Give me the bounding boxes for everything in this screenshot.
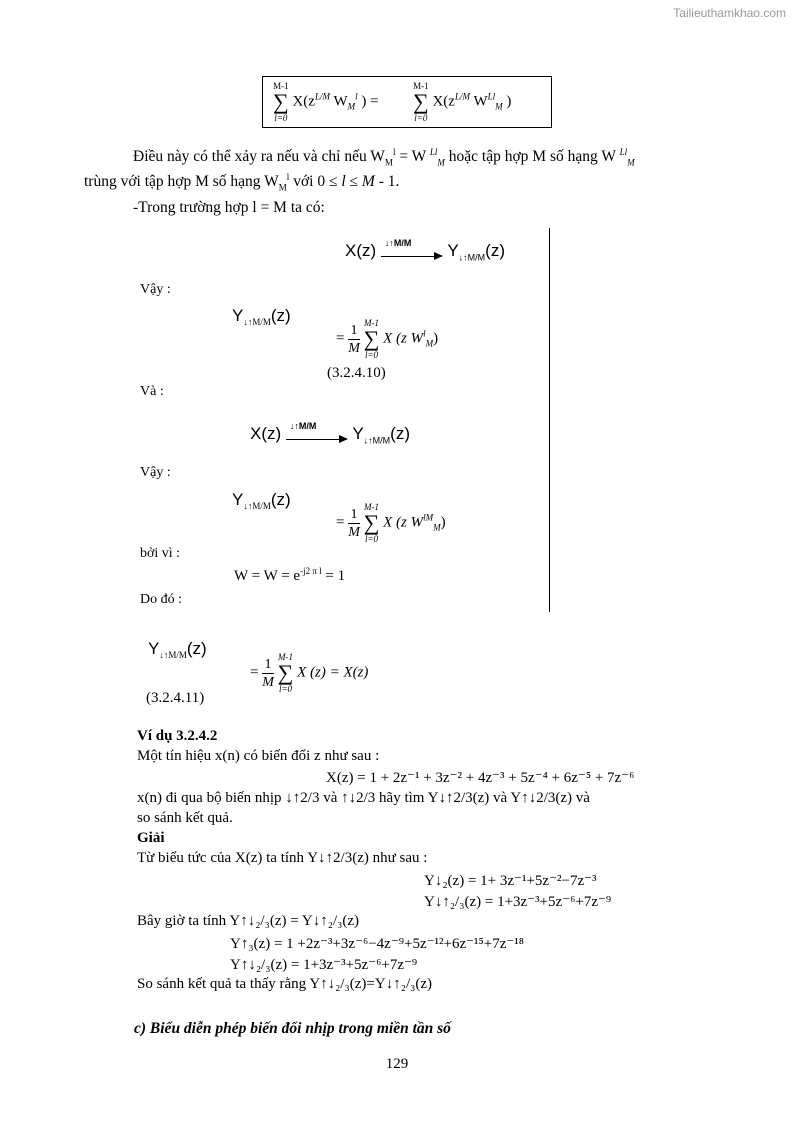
equation-3: $W = W = e^{-j2 \pi l} = 1$ [234,566,346,584]
equation-number: (3.2.4.10) [327,365,386,381]
page-number: 129 [385,1056,409,1072]
solution-line: Y↓₂(z) = 1+ 3z⁻¹+5z⁻²−7z⁻³ [424,873,597,889]
example-line: x(n) đi qua bộ biến nhịp ↓↑2/3 và ↑↓2/3 hãy tìm Y↓↑2/3(z) và Y↑↓2/3(z) và [137,790,590,806]
equation-3-2-4-10: $Y_{↓↑M/M}(z)$ [232,306,291,327]
solution-line: So sánh kết quả ta thấy rằng Y↑↓₂/₃(z)=Y↓↑₂/₃(z) [137,976,432,992]
label-vay: Vậy : [140,465,171,480]
divider-line [549,228,550,612]
flow-diagram-1: X(z) ↓↑M/M $Y_{↓↑M/M}(z)$ [345,237,505,263]
solution-title: Giải [137,830,165,846]
label-do-do: Do đó : [140,592,182,607]
solution-line: Y↑₃(z) = 1 +2z⁻³+3z⁻⁶−4z⁻⁹+5z⁻¹²+6z⁻¹⁵+7z⁻¹⁸ [230,936,525,952]
label-vay: Vậy : [140,282,171,297]
solution-line: Y↓↑₂/₃(z) = 1+3z⁻³+5z⁻⁶+7z⁻⁹ [424,894,612,910]
label-boi-vi: bởi vì : [140,546,181,561]
solution-line: Từ biểu tức của X(z) ta tính Y↓↑2/3(z) như sau : [137,850,428,866]
boxed-equation [262,76,552,128]
equation-2-rhs: = $\frac{1}{M}$ M-1 ∑ l=0 X (z $W^{lM}_M$) [336,502,446,544]
equation-lhs: M-1 ∑ l=0 $X(z^{L/M}$ $W_M^l$ ) = [273,81,379,123]
case-line: -Trong trường hợp l = M ta có: [133,199,325,216]
example-equation: X(z) = 1 + 2z⁻¹ + 3z⁻² + 4z⁻³ + 5z⁻⁴ + 6z⁻⁵ + 7z⁻⁶ [326,770,635,786]
example-title: Ví dụ 3.2.4.2 [137,728,218,744]
equation-rhs: M-1 ∑ l=0 $X(z^{L/M}$ $W^{Ll}_M$ ) [413,81,512,123]
watermark: Tailieuthamkhao.com [673,6,786,20]
solution-line: Bây giờ ta tính Y↑↓₂/₃(z) = Y↓↑₂/₃(z) [137,913,359,929]
flow-diagram-2: X(z) ↓↑M/M $Y_{↓↑M/M}(z)$ [250,420,410,446]
paragraph-line: Điều này có thể xảy ra nếu và chỉ nếu $W_M^l = W$ $^{Ll}_M$ hoặc tập hợp M số hạng W $^{Ll}_M$ [133,147,635,168]
equation-3-2-4-11-rhs: = $\frac{1}{M}$ M-1 ∑ l=0 X (z) = X(z) [250,652,369,694]
label-va: Và : [140,384,164,399]
example-line: Một tín hiệu x(n) có biến đổi z như sau : [137,748,380,764]
solution-line: Y↑↓₂/₃(z) = 1+3z⁻³+5z⁻⁶+7z⁻⁹ [230,957,418,973]
equation-3-2-4-10-rhs: = $\frac{1}{M}$ M-1 ∑ l=0 X (z $W^l_M$) [336,318,439,360]
equation-3-2-4-11: $Y_{↓↑M/M}(z)$ [148,639,207,660]
paragraph-line: trùng với tập hợp M số hạng $W_M^l$ với 0 ≤ l ≤ M - 1. [84,172,400,193]
equation-2: $Y_{↓↑M/M}(z)$ [232,490,291,511]
section-heading: c) Biểu diễn phép biến đổi nhịp trong miền tần số [134,1020,451,1037]
example-line: so sánh kết quả. [137,810,233,826]
equation-number: (3.2.4.11) [146,690,205,706]
